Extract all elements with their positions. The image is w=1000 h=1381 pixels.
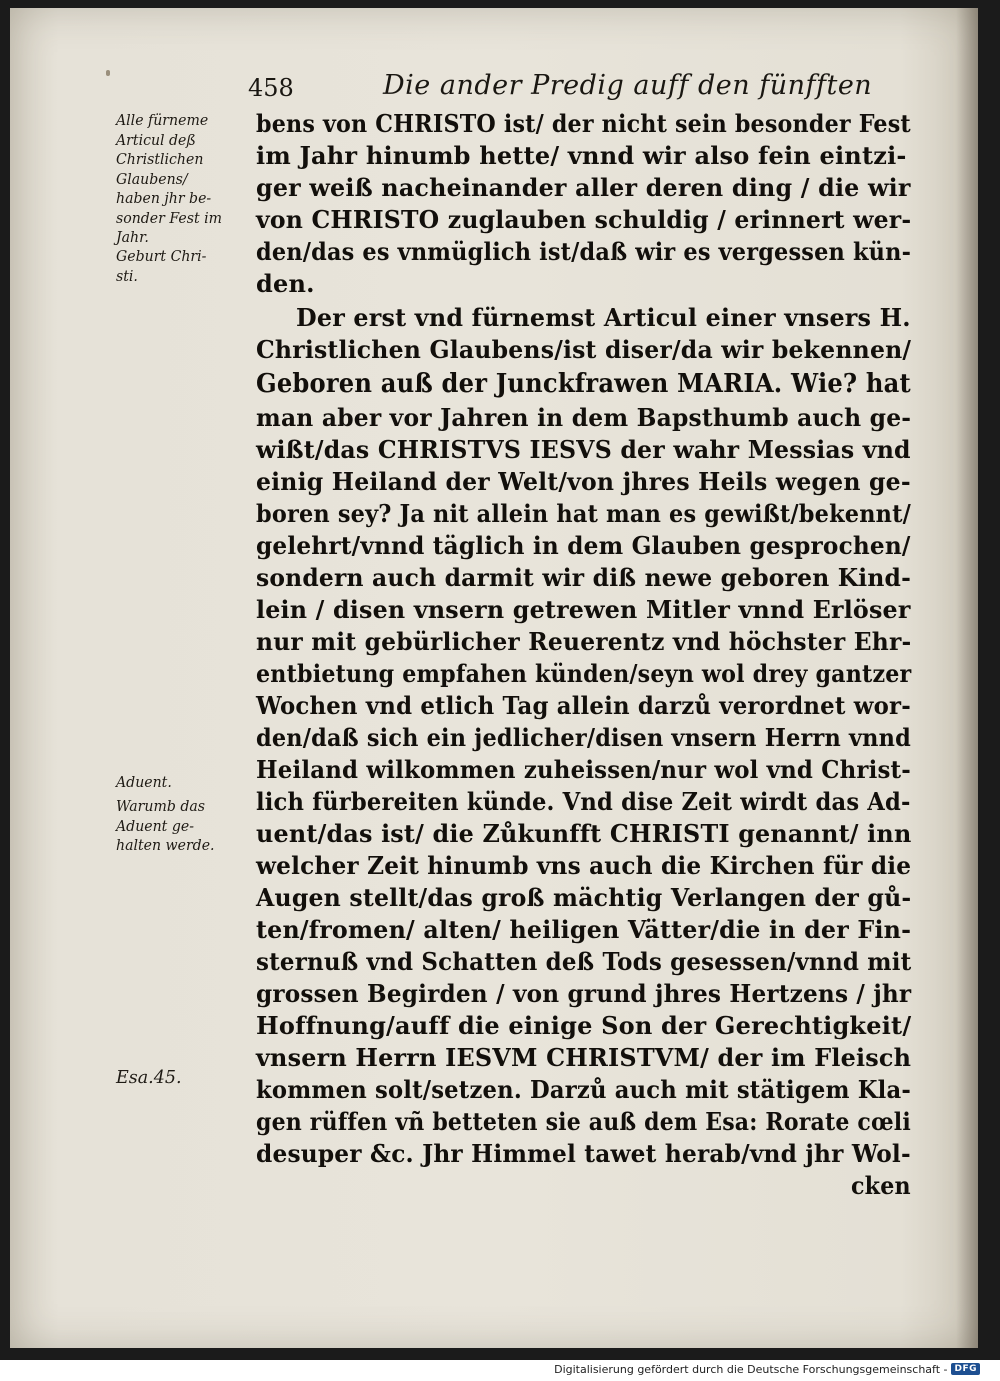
margin-note-line: Articul deß xyxy=(116,132,196,149)
text-line: den. xyxy=(256,269,315,298)
margin-note-line: sonder Fest im xyxy=(116,210,222,227)
margin-note-line: Aduent ge- xyxy=(116,818,194,835)
text-line: entbietung empfahen künden/seyn wol drey gantzer xyxy=(256,659,912,688)
book-page xyxy=(10,8,978,1348)
text-line: Wochen vnd etlich Tag allein darzů verordnet wor- xyxy=(256,691,911,720)
text-line: im Jahr hinumb hette/ vnnd wir also fein eintzi- xyxy=(256,141,907,170)
text-line: sondern auch darmit wir diß newe geboren Kind- xyxy=(256,563,912,592)
margin-note-line: halten werde. xyxy=(116,838,215,854)
margin-note xyxy=(116,774,258,794)
margin-note-line: Aduent. xyxy=(116,775,172,791)
text-line: man aber vor Jahren in dem Bapsthumb auch ge- xyxy=(256,403,912,432)
text-line: gen rüffen vñ betteten sie auß dem Esa: Rorate cœli xyxy=(256,1107,911,1136)
footer-text: Digitalisierung gefördert durch die Deutsche Forschungsgemeinschaft - xyxy=(554,1362,948,1376)
margin-note-line: Esa.45. xyxy=(116,1067,182,1088)
dfg-logo: DFG xyxy=(951,1363,980,1375)
text-line: uent/das ist/ die Zůkunfft CHRISTI genannt/ inn xyxy=(256,819,912,848)
margin-note-line: Geburt Chri- xyxy=(116,249,207,265)
margin-note-line: Jahr. xyxy=(116,230,149,246)
page-gutter-shadow xyxy=(956,8,978,1348)
margin-note xyxy=(116,112,258,249)
text-line: ger weiß nacheinander aller deren ding / die wir xyxy=(256,173,911,202)
text-line: Geboren auß der Junckfrawen MARIA. Wie? hat xyxy=(256,369,911,399)
margin-note-line: haben jhr be- xyxy=(116,191,212,207)
text-line: Heiland wilkommen zuheissen/nur wol vnd Christ- xyxy=(256,755,911,784)
text-line: den/das es vnmüglich ist/daß wir es vergessen kün- xyxy=(256,237,912,266)
margin-note xyxy=(116,248,258,287)
text-line: kommen solt/setzen. Darzů auch mit stätigem Kla- xyxy=(256,1075,911,1104)
text-line: wißt/das CHRISTVS IESVS der wahr Messias vnd xyxy=(256,435,911,464)
text-line: von CHRISTO zuglauben schuldig / erinnert wer- xyxy=(256,205,912,234)
text-line: boren sey? Ja nit allein hat man es gewißt/bekennt/ xyxy=(256,499,912,528)
running-head xyxy=(248,68,888,108)
running-head-title: Die ander Predig auff den fünfften xyxy=(383,70,873,101)
text-line: sternuß vnd Schatten deß Tods gesessen/vnnd mit xyxy=(256,947,912,976)
margin-note-line: Alle fürneme xyxy=(116,113,209,129)
text-line: vnsern Herrn IESVM CHRISTVM/ der im Fleisch xyxy=(256,1043,912,1072)
text-line: Hoffnung/auff die einige Son der Gerechtigkeit/ xyxy=(256,1011,912,1040)
text-line: den/daß sich ein jedlicher/disen vnsern Herrn vnnd xyxy=(256,723,911,752)
text-line: welcher Zeit hinumb vns auch die Kirchen für die xyxy=(256,851,912,880)
footer-credit xyxy=(554,1361,980,1377)
text-line: lich fürbereiten künde. Vnd dise Zeit wirdt das Ad- xyxy=(256,787,911,816)
page-number: 458 xyxy=(248,74,294,102)
text-line: grossen Begirden / von grund jhres Hertzens / jhr xyxy=(256,979,912,1008)
text-line: nur mit gebürlicher Reuerentz vnd höchster Ehr- xyxy=(256,627,912,656)
margin-note-line: Christlichen xyxy=(116,152,204,168)
text-line: lein / disen vnsern getrewen Mitler vnnd Erlöser xyxy=(256,595,911,624)
margin-note-line: Glaubens/ xyxy=(116,171,188,188)
margin-note xyxy=(116,798,258,857)
text-line: einig Heiland der Welt/von jhres Heils wegen ge- xyxy=(256,467,911,496)
text-line: ten/fromen/ alten/ heiligen Vätter/die in der Fin- xyxy=(256,915,912,944)
text-line: gelehrt/vnnd täglich in dem Glauben gesprochen/ xyxy=(256,531,911,560)
text-line: bens von CHRISTO ist/ der nicht sein besonder Fest xyxy=(256,109,911,138)
text-line: Christlichen Glaubens/ist diser/da wir bekennen/ xyxy=(256,335,912,364)
margin-note-line: sti. xyxy=(116,268,138,285)
margin-note xyxy=(116,1068,258,1088)
text-line: Augen stellt/das groß mächtig Verlangen der gů- xyxy=(256,883,912,912)
catchword: cken xyxy=(851,1171,911,1200)
paper-speck xyxy=(106,70,110,76)
text-line: desuper &c. Jhr Himmel tawet herab/vnd jhr Wol- xyxy=(256,1139,911,1168)
text-line: Der erst vnd fürnemst Articul einer vnsers H. xyxy=(296,303,911,332)
margin-note-line: Warumb das xyxy=(116,799,205,815)
